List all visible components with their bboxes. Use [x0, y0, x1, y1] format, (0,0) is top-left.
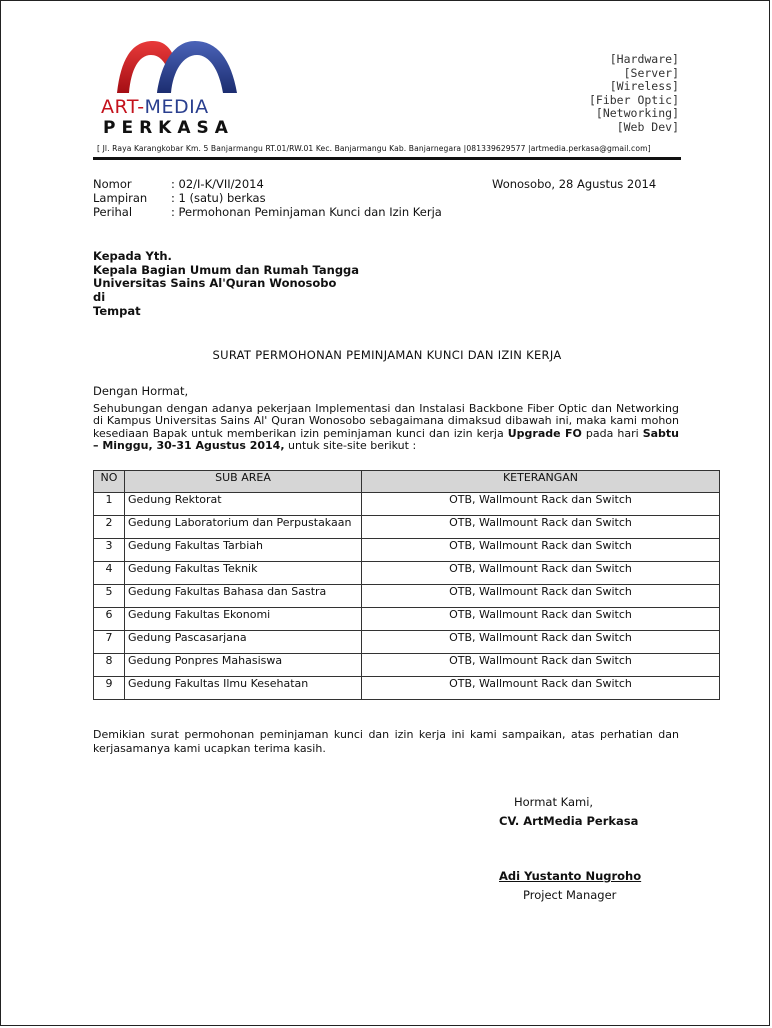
row-no: 3 — [94, 539, 125, 562]
table-row — [94, 539, 720, 562]
row-keterangan: OTB, Wallmount Rack dan Switch — [362, 677, 720, 700]
greeting: Dengan Hormat, — [93, 384, 189, 398]
row-no: 7 — [94, 631, 125, 654]
recipient-line: Universitas Sains Al'Quran Wonosobo — [93, 276, 337, 291]
recipient-line: Tempat — [93, 303, 141, 318]
lampiran-value: : 1 (satu) berkas — [171, 191, 266, 205]
brand-name-line2: PERKASA — [103, 118, 234, 138]
header-no: NO — [94, 471, 125, 493]
row-no: 2 — [94, 516, 125, 539]
letter-date: Wonosobo, 28 Agustus 2014 — [492, 177, 657, 191]
row-keterangan: OTB, Wallmount Rack dan Switch — [362, 516, 720, 539]
nomor-label: Nomor — [93, 177, 132, 191]
signature-name: Adi Yustanto Nugroho — [499, 869, 642, 883]
row-keterangan: OTB, Wallmount Rack dan Switch — [362, 493, 720, 516]
service-item: [Fiber Optic] — [588, 92, 679, 107]
row-sub-area: Gedung Ponpres Mahasiswa — [125, 654, 362, 677]
nomor-value: : 02/I-K/VII/2014 — [171, 177, 264, 191]
row-keterangan: OTB, Wallmount Rack dan Switch — [362, 631, 720, 654]
recipient-line: Kepala Bagian Umum dan Rumah Tangga — [93, 262, 360, 277]
service-item: [Server] — [623, 65, 679, 80]
row-sub-area: Gedung Fakultas Teknik — [125, 562, 362, 585]
service-item: [Hardware] — [609, 52, 679, 66]
row-keterangan: OTB, Wallmount Rack dan Switch — [362, 539, 720, 562]
artmedia-logo-icon — [113, 37, 243, 95]
table-row — [94, 677, 720, 700]
service-item: [Web Dev] — [616, 119, 679, 134]
row-no: 5 — [94, 585, 125, 608]
row-no: 8 — [94, 654, 125, 677]
signature-salutation: Hormat Kami, — [514, 795, 594, 809]
row-no: 6 — [94, 608, 125, 631]
body-paragraph: Sehubungan dengan adanya pekerjaan Implementasi dan Instalasi Backbone Fiber Optic dan Networking di Kampus Universitas Sains Al' Quran Wonosobo sebagaimana dimaksud dibawah ini, maka kami mohon kesediaan Bapak untuk memberikan izin peminjaman kunci dan izin kerja Upgrade FO pada hari Sabtu – Minggu, 30-31 Agustus 2014, untuk site-site berikut : — [93, 402, 680, 453]
recipient-line: Kepada Yth. — [93, 249, 172, 263]
row-no: 9 — [94, 677, 125, 700]
company-address: [ Jl. Raya Karangkobar Km. 5 Banjarmangu RT.01/RW.01 Kec. Banjarmangu Kab. Banjarnegara |081339629577 |artmedia.perkasa@gmail.com] — [97, 144, 651, 153]
table-row — [94, 631, 720, 654]
perihal-value: : Permohonan Peminjaman Kunci dan Izin Kerja — [171, 205, 442, 219]
header-sub-area: SUB AREA — [125, 471, 362, 493]
brand-name-line1: ART-MEDIA — [101, 96, 209, 118]
row-keterangan: OTB, Wallmount Rack dan Switch — [362, 562, 720, 585]
signature-company: CV. ArtMedia Perkasa — [499, 814, 639, 828]
row-sub-area: Gedung Pascasarjana — [125, 631, 362, 654]
row-sub-area: Gedung Laboratorium dan Perpustakaan — [125, 516, 362, 539]
row-sub-area: Gedung Fakultas Ilmu Kesehatan — [125, 677, 362, 700]
row-keterangan: OTB, Wallmount Rack dan Switch — [362, 654, 720, 677]
closing-paragraph: Demikian surat permohonan peminjaman kunci dan izin kerja ini kami sampaikan, atas perhatian dan kerjasamanya kami ucapkan terima kasih. — [93, 728, 679, 755]
table-row — [94, 654, 720, 677]
table-row — [94, 585, 720, 608]
letter-title: SURAT PERMOHONAN PEMINJAMAN KUNCI DAN IZIN KERJA — [212, 348, 562, 362]
services-list — [589, 53, 679, 135]
row-sub-area: Gedung Fakultas Bahasa dan Sastra — [125, 585, 362, 608]
table-row — [94, 516, 720, 539]
service-item: [Networking] — [595, 106, 679, 121]
row-keterangan: OTB, Wallmount Rack dan Switch — [362, 608, 720, 631]
table-row — [94, 608, 720, 631]
table-row — [94, 562, 720, 585]
row-no: 4 — [94, 562, 125, 585]
row-no: 1 — [94, 493, 125, 516]
perihal-label: Perihal — [93, 205, 133, 219]
sub-area-table — [93, 470, 720, 700]
service-item: [Wireless] — [609, 79, 679, 94]
row-keterangan: OTB, Wallmount Rack dan Switch — [362, 585, 720, 608]
row-sub-area: Gedung Fakultas Ekonomi — [125, 608, 362, 631]
table-row — [94, 493, 720, 516]
row-sub-area: Gedung Rektorat — [125, 493, 362, 516]
header-keterangan: KETERANGAN — [362, 471, 720, 493]
lampiran-label: Lampiran — [93, 191, 148, 205]
recipient-block — [93, 250, 359, 319]
recipient-line: di — [93, 290, 106, 305]
header-divider — [93, 157, 681, 160]
row-sub-area: Gedung Fakultas Tarbiah — [125, 539, 362, 562]
signature-role: Project Manager — [523, 888, 617, 902]
